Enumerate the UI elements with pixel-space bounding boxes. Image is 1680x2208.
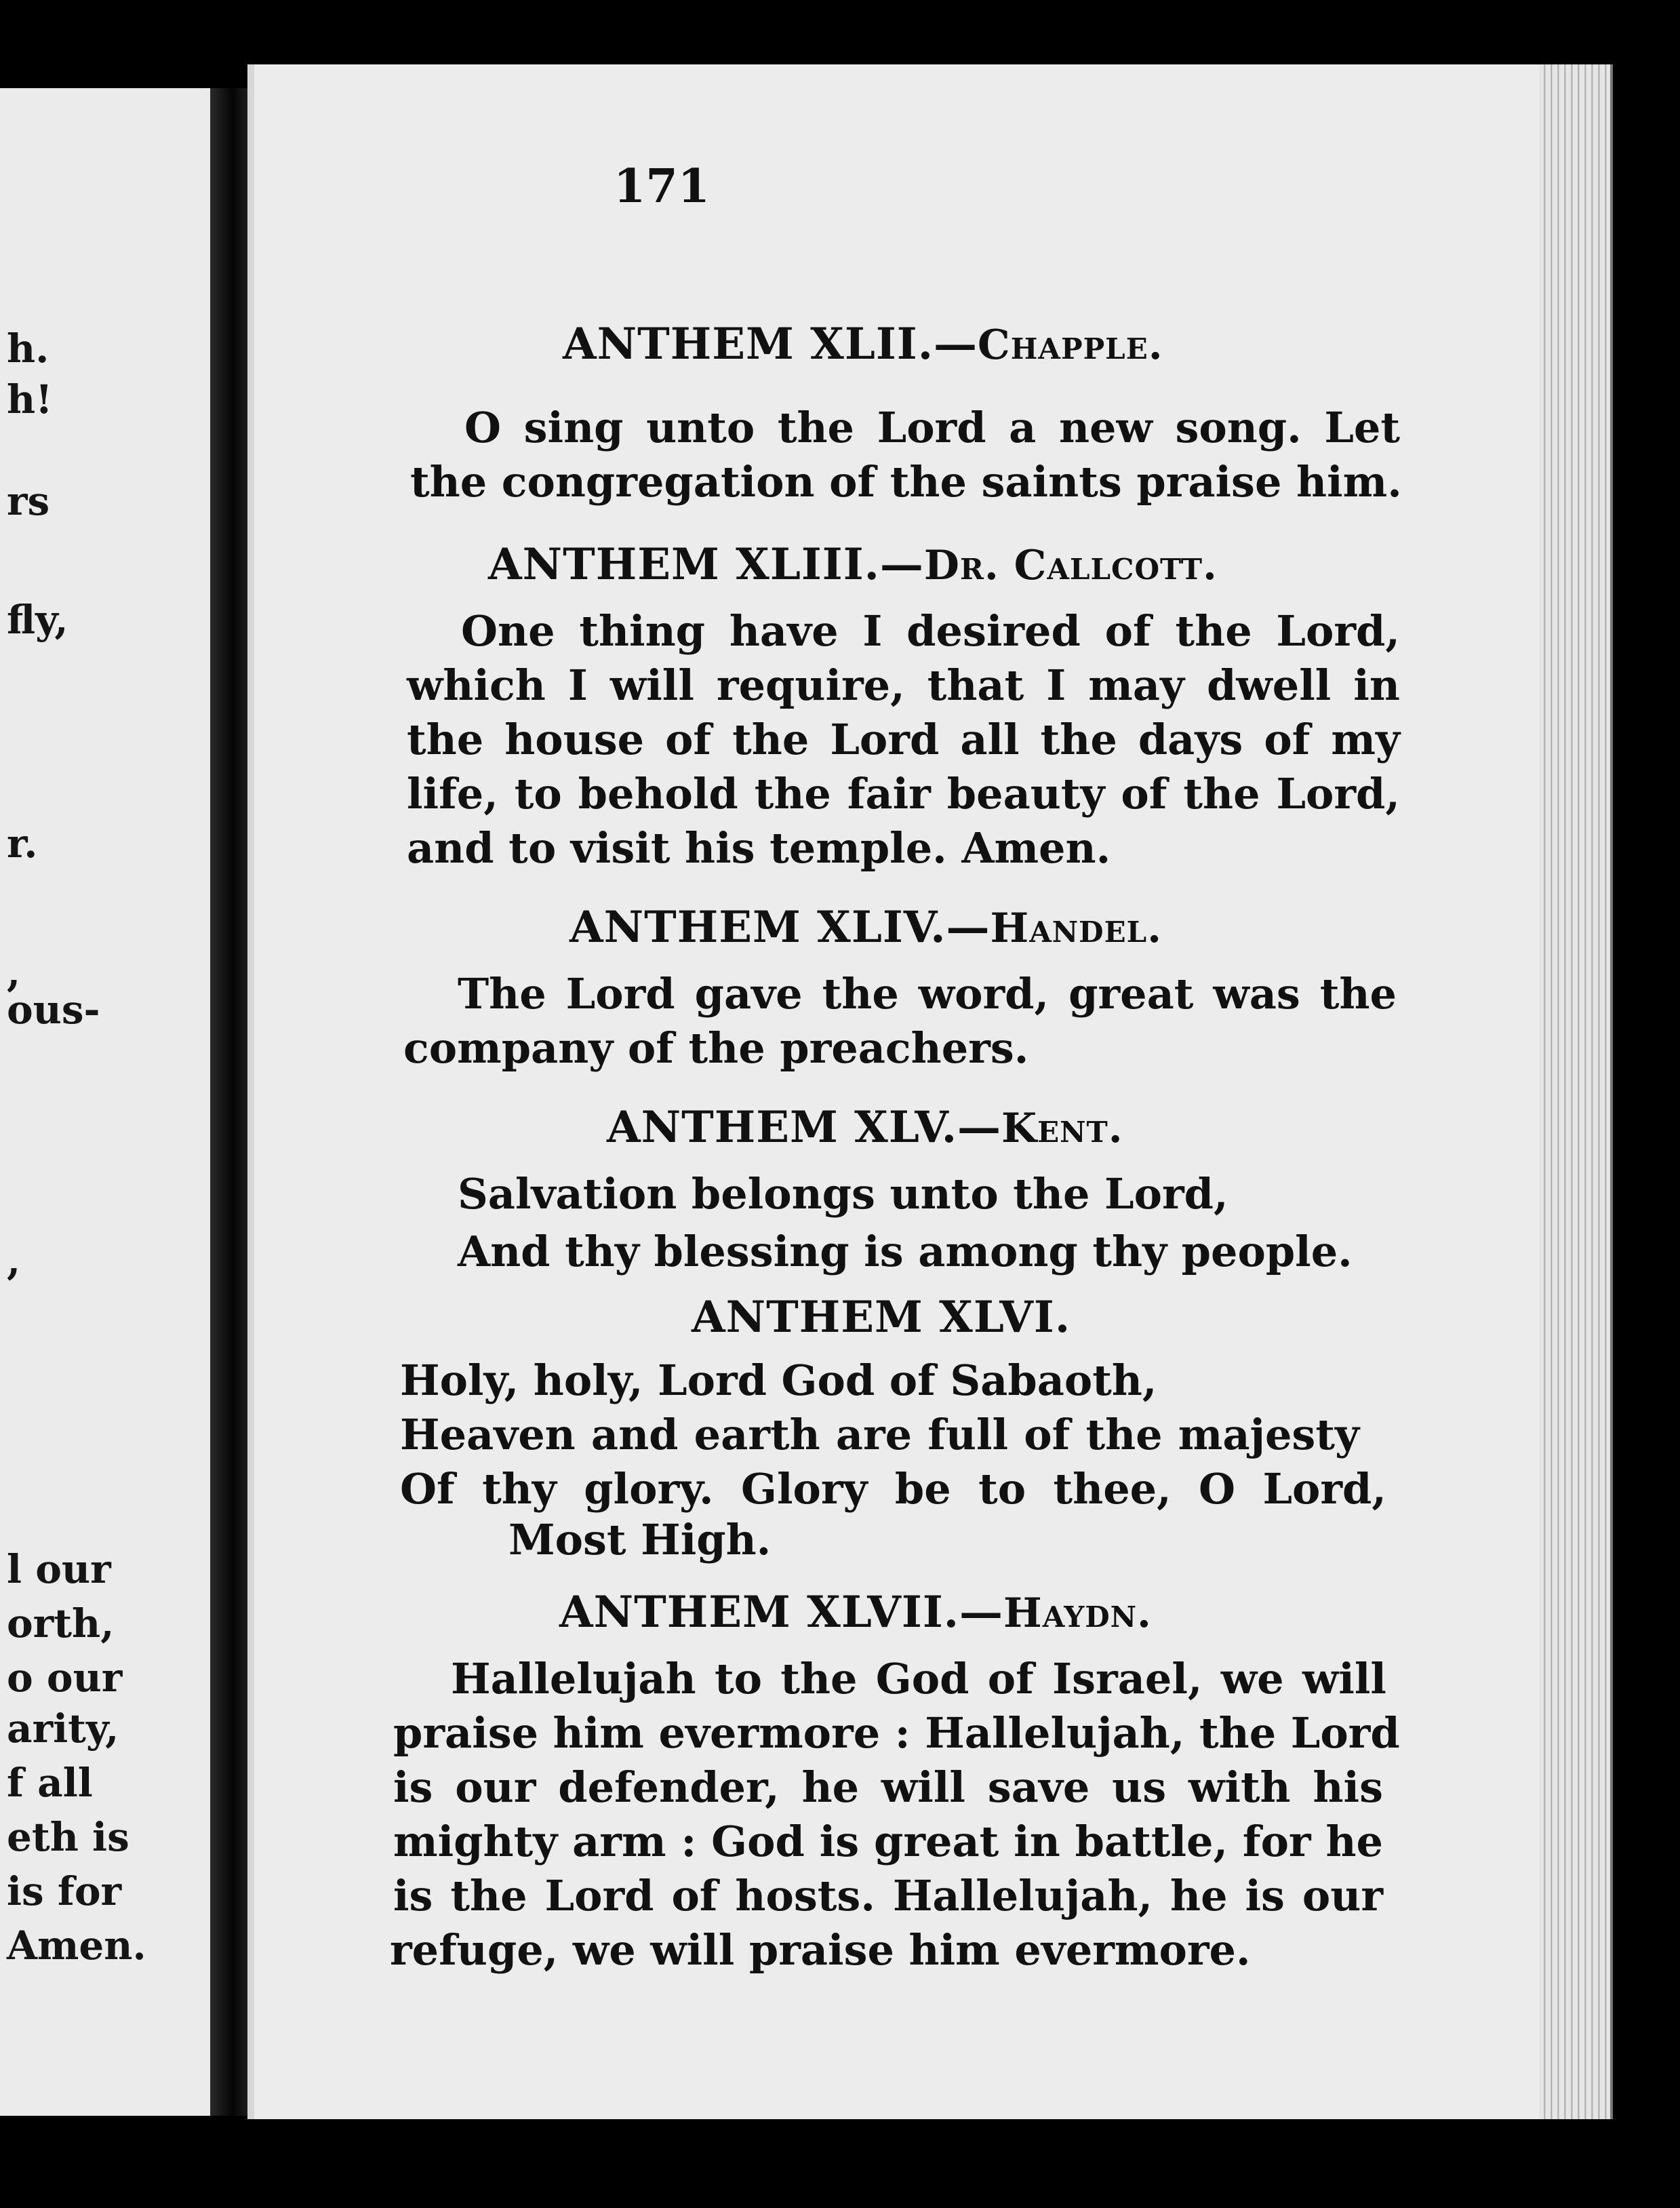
anthem-title: ANTHEM XLVII.—: [559, 1587, 1004, 1638]
previous-page: [0, 88, 227, 2116]
anthem-line: Salvation belongs unto the Lord,: [458, 1169, 1228, 1219]
anthem-line: company of the preachers.: [403, 1023, 1029, 1073]
left-page-fragment: h!: [7, 376, 53, 422]
left-page-fragment: fly,: [7, 597, 68, 643]
left-page-fragment: eth is: [7, 1814, 129, 1860]
left-page-fragment: r.: [7, 821, 38, 867]
anthem-line: the house of the Lord all the days of my: [407, 715, 1400, 764]
anthem-line: Holy, holy, Lord God of Sabaoth,: [400, 1356, 1157, 1405]
left-page-fragment: f all: [7, 1760, 93, 1806]
anthem-line: Of thy glory. Glory be to thee, O Lord,: [400, 1464, 1386, 1514]
anthem-heading: [488, 539, 1218, 590]
left-page-fragment: rs: [7, 478, 50, 524]
anthem-line: and to visit his temple. Amen.: [407, 823, 1111, 873]
left-page-fragment: o our: [7, 1655, 123, 1701]
anthem-title: ANTHEM XLV.—: [607, 1102, 1001, 1153]
left-page-fragment: h.: [7, 326, 49, 372]
anthem-composer: Kent.: [1001, 1105, 1123, 1152]
anthem-line: O sing unto the Lord a new song. Let: [464, 403, 1400, 452]
left-page-fragment: orth,: [7, 1600, 115, 1647]
left-page-fragment: Amen.: [7, 1923, 146, 1969]
anthem-line: One thing have I desired of the Lord,: [461, 606, 1400, 656]
anthem-line: life, to behold the fair beauty of the Lord,: [407, 769, 1400, 819]
anthem-heading: [692, 1292, 1071, 1343]
anthem-title: ANTHEM XLIII.—: [488, 539, 924, 590]
anthem-heading: [563, 319, 1163, 370]
page-number: 171: [614, 159, 710, 214]
anthem-line: is our defender, he will save us with his: [393, 1762, 1383, 1812]
anthem-composer: Dr. Callcott.: [923, 542, 1218, 589]
anthem-line: The Lord gave the word, great was the: [458, 969, 1397, 1019]
anthem-line: which I will require, that I may dwell in: [407, 661, 1400, 710]
anthem-line: Most High.: [508, 1515, 772, 1564]
anthem-line: is the Lord of hosts. Hallelujah, he is our: [393, 1871, 1383, 1920]
anthem-line: refuge, we will praise him evermore.: [390, 1925, 1251, 1975]
anthem-title: ANTHEM XLII.—: [563, 319, 978, 370]
anthem-heading: [569, 902, 1162, 953]
anthem-line: And thy blessing is among thy people.: [458, 1227, 1353, 1276]
anthem-heading: [607, 1102, 1123, 1153]
anthem-composer: Chapple.: [977, 321, 1163, 369]
left-page-fragment: l our: [7, 1546, 111, 1592]
anthem-composer: Haydn.: [1003, 1590, 1152, 1637]
left-page-fragment: ,: [7, 949, 21, 995]
page-edges: [1539, 64, 1613, 2119]
left-page-fragment: ,: [7, 1238, 21, 1284]
anthem-title: ANTHEM XLIV.—: [569, 902, 991, 953]
anthem-line: the congregation of the saints praise him.: [410, 457, 1402, 507]
anthem-line: Heaven and earth are full of the majesty: [400, 1410, 1359, 1459]
anthem-title: ANTHEM XLVI.: [692, 1292, 1071, 1343]
left-page-fragment: is for: [7, 1868, 122, 1914]
anthem-composer: Handel.: [990, 905, 1163, 952]
anthem-heading: [559, 1587, 1152, 1638]
left-page-fragment: ous-: [7, 987, 100, 1033]
anthem-line: mighty arm : God is great in battle, for he: [393, 1817, 1383, 1866]
left-page-fragment: arity,: [7, 1706, 119, 1752]
anthem-line: Hallelujah to the God of Israel, we will: [451, 1654, 1386, 1703]
anthem-line: praise him evermore : Hallelujah, the Lord: [393, 1708, 1400, 1758]
book-gutter: [210, 88, 247, 2116]
